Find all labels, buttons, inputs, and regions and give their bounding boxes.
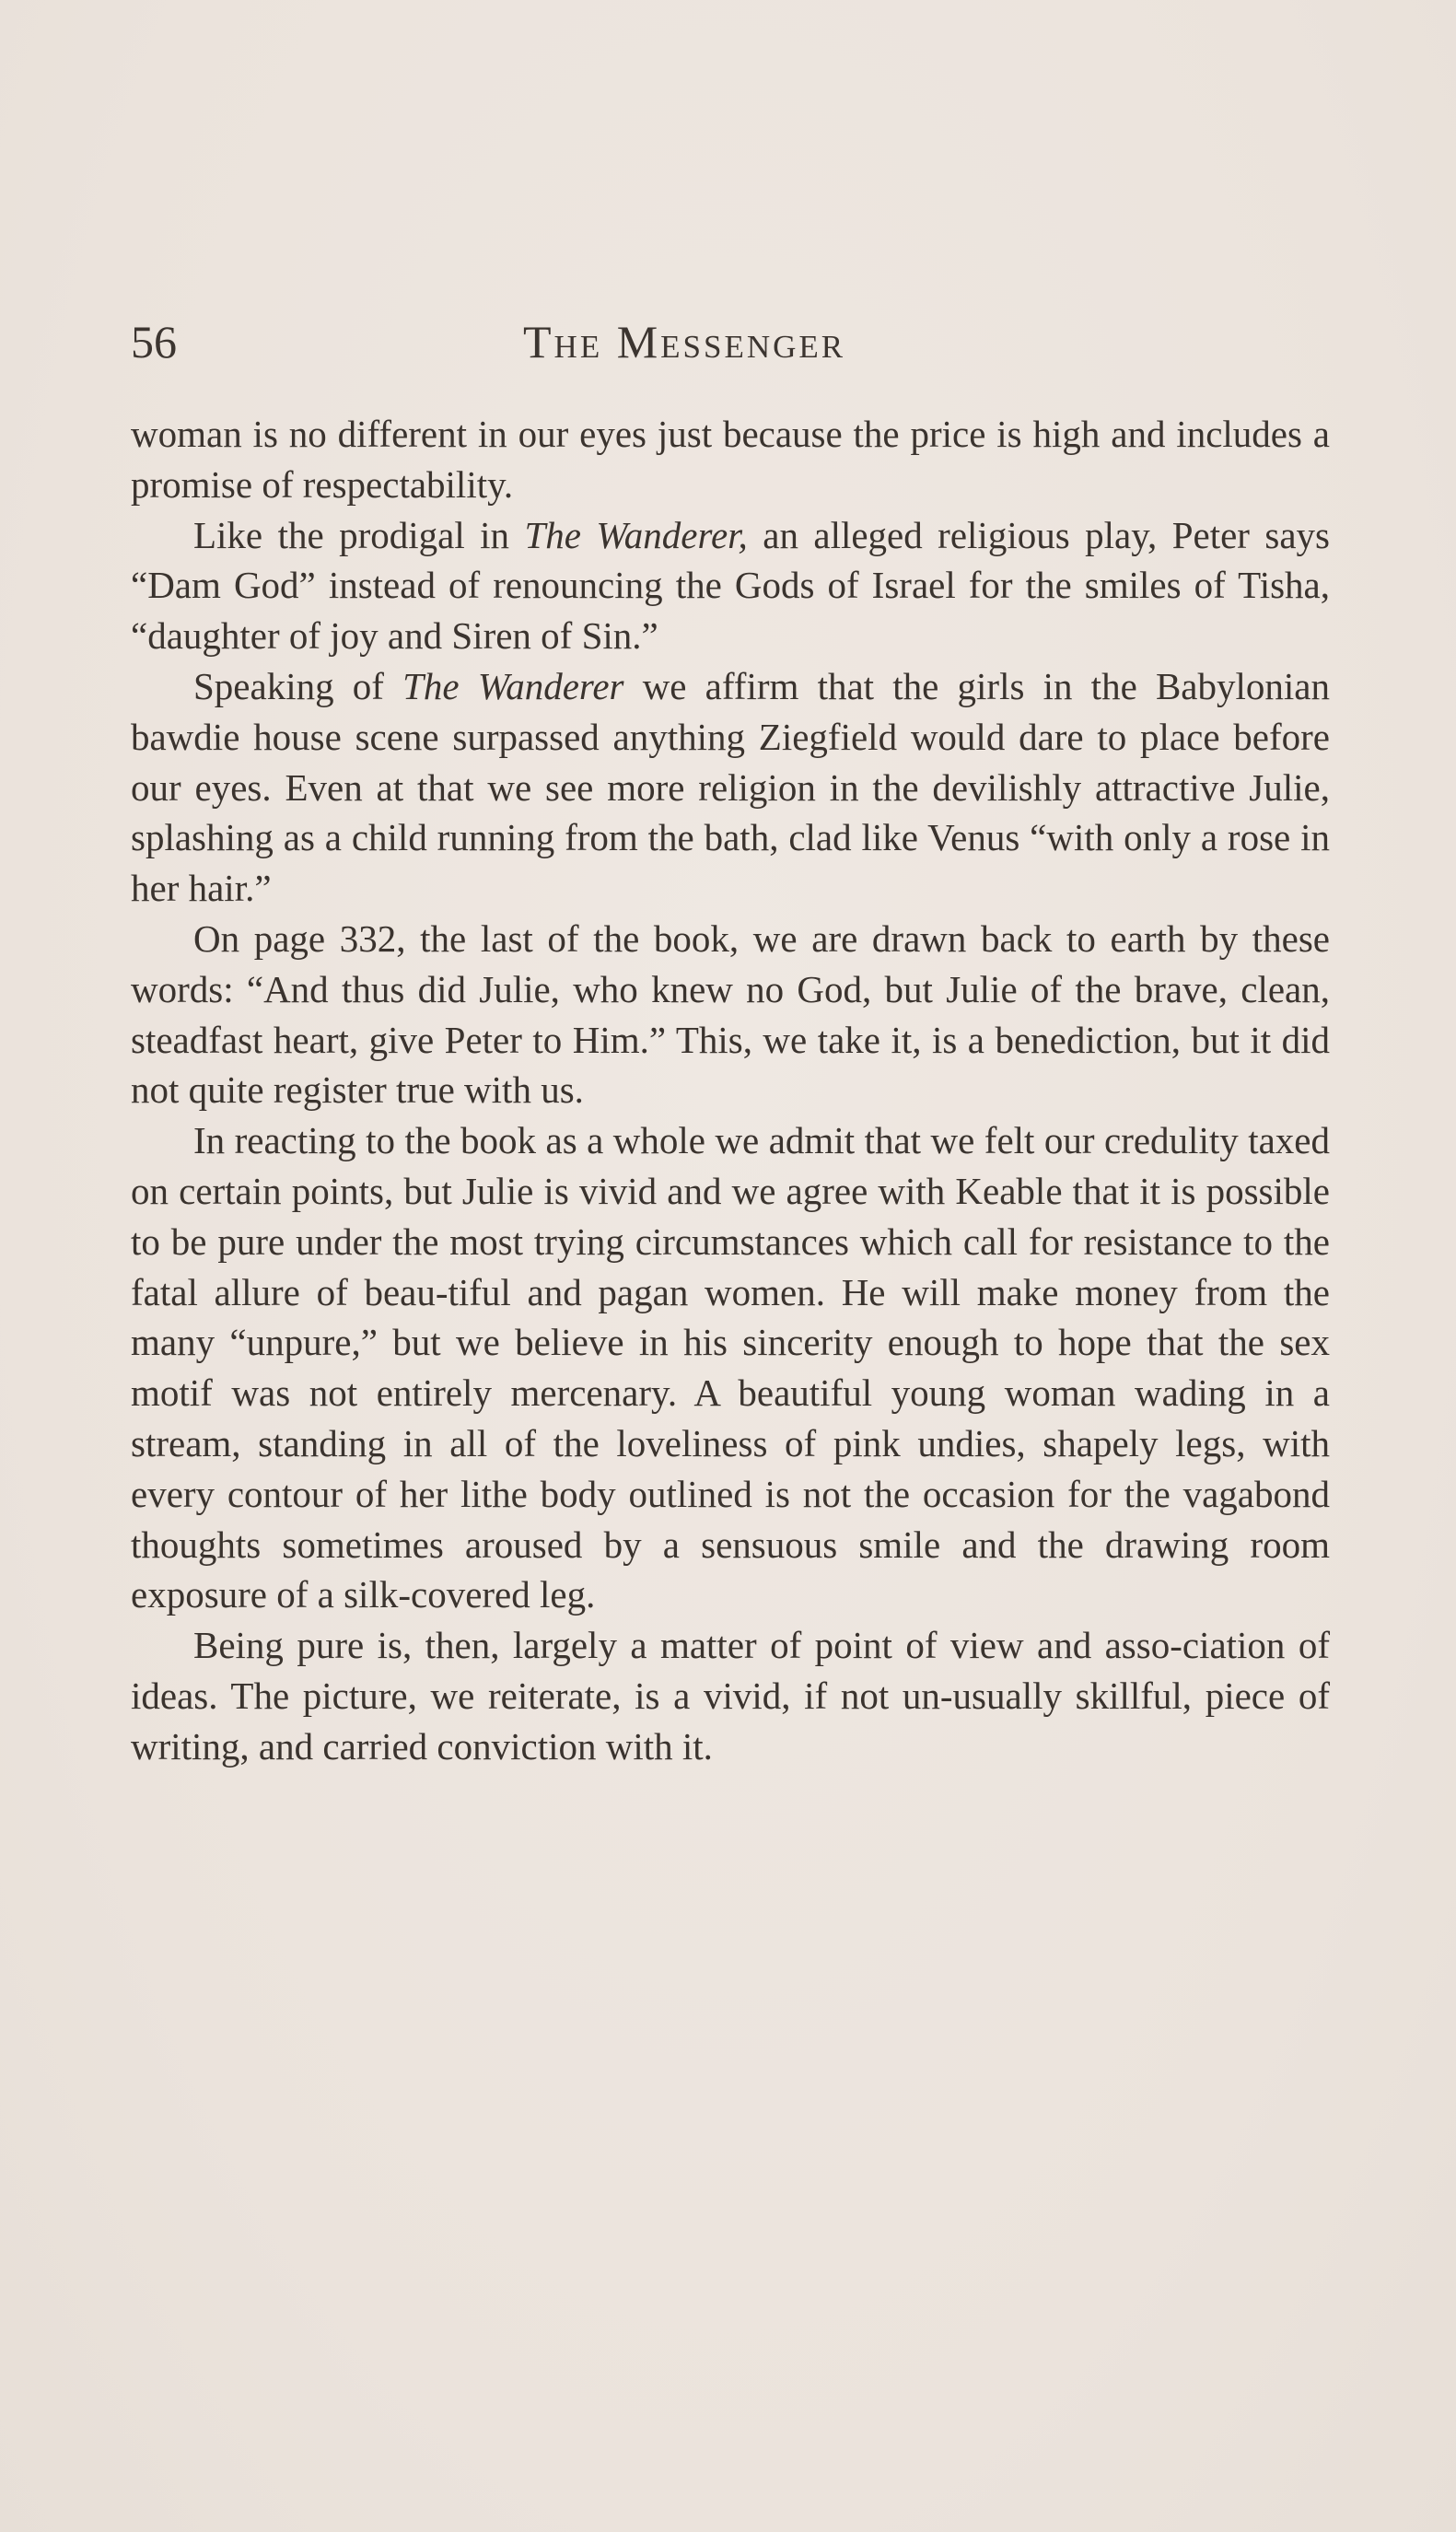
paragraph-4-text: On page 332, the last of the book, we are drawn back to earth by these words: “And thus did Julie, who knew no God, but Julie of the brave, clean, steadfast heart, give Peter to Him.” This, we take it, is a benediction, but it did not quite register true with us. bbox=[131, 916, 1330, 1112]
paragraph-6-text: Being pure is, then, largely a matter of point of view and asso-ciation of ideas. The picture, we reiterate, is a vivid, if not un-usually skillful, piece of writing, and carried conviction with it. bbox=[131, 1624, 1330, 1768]
paragraph-1 bbox=[131, 409, 1330, 510]
running-head: The Messenger bbox=[523, 316, 846, 368]
paragraph-3 bbox=[131, 661, 1330, 914]
paragraph-2-text-b: an alleged religious play, Peter says “Dam God” instead of renouncing the Gods of Israel for the smiles of Tisha, “daughter of joy and Siren of Sin.” bbox=[131, 513, 1330, 658]
paragraph-2-text-a: Like the prodigal in bbox=[193, 513, 525, 556]
paragraph-2-italic-title: The Wanderer, bbox=[524, 513, 748, 556]
paragraph-6 bbox=[131, 1620, 1330, 1771]
paragraph-4 bbox=[131, 914, 1330, 1115]
paragraph-3-text-a: Speaking of bbox=[193, 664, 403, 707]
paragraph-1-text: woman is no different in our eyes just because the price is high and includes a promise of respectability. bbox=[131, 413, 1330, 506]
page-header bbox=[131, 309, 1328, 374]
page-number: 56 bbox=[131, 316, 177, 368]
paragraph-2 bbox=[131, 510, 1330, 661]
paragraph-5-text: In reacting to the book as a whole we admit that we felt our credulity taxed on certain points, but Julie is vivid and we agree with Keable that it is possible to be pure under the most trying circumstances which call for resistance to the fatal allure of beau-tiful and pagan women. He will make money from the many “unpure,” but we believe in his sincerity enough to hope that the sex motif was not entirely mercenary. A beautiful young woman wading in a stream, standing in all of the loveliness of pink undies, shapely legs, with every contour of her lithe body outlined is not the occasion for the vagabond thoughts sometimes aroused by a sensuous smile and the drawing room exposure of a silk-covered leg. bbox=[131, 1119, 1330, 1616]
paragraph-3-italic-title: The Wanderer bbox=[402, 664, 624, 707]
body-text bbox=[131, 409, 1330, 1772]
paragraph-3-text-b: we affirm that the girls in the Babylonian bawdie house scene surpassed anything Ziegfield would dare to place before our eyes. Even at that we see more religion in the devilishly attractive Julie, splashing as a child running from the bath, clad like Venus “with only a rose in her hair.” bbox=[131, 664, 1330, 910]
paragraph-5 bbox=[131, 1115, 1330, 1620]
